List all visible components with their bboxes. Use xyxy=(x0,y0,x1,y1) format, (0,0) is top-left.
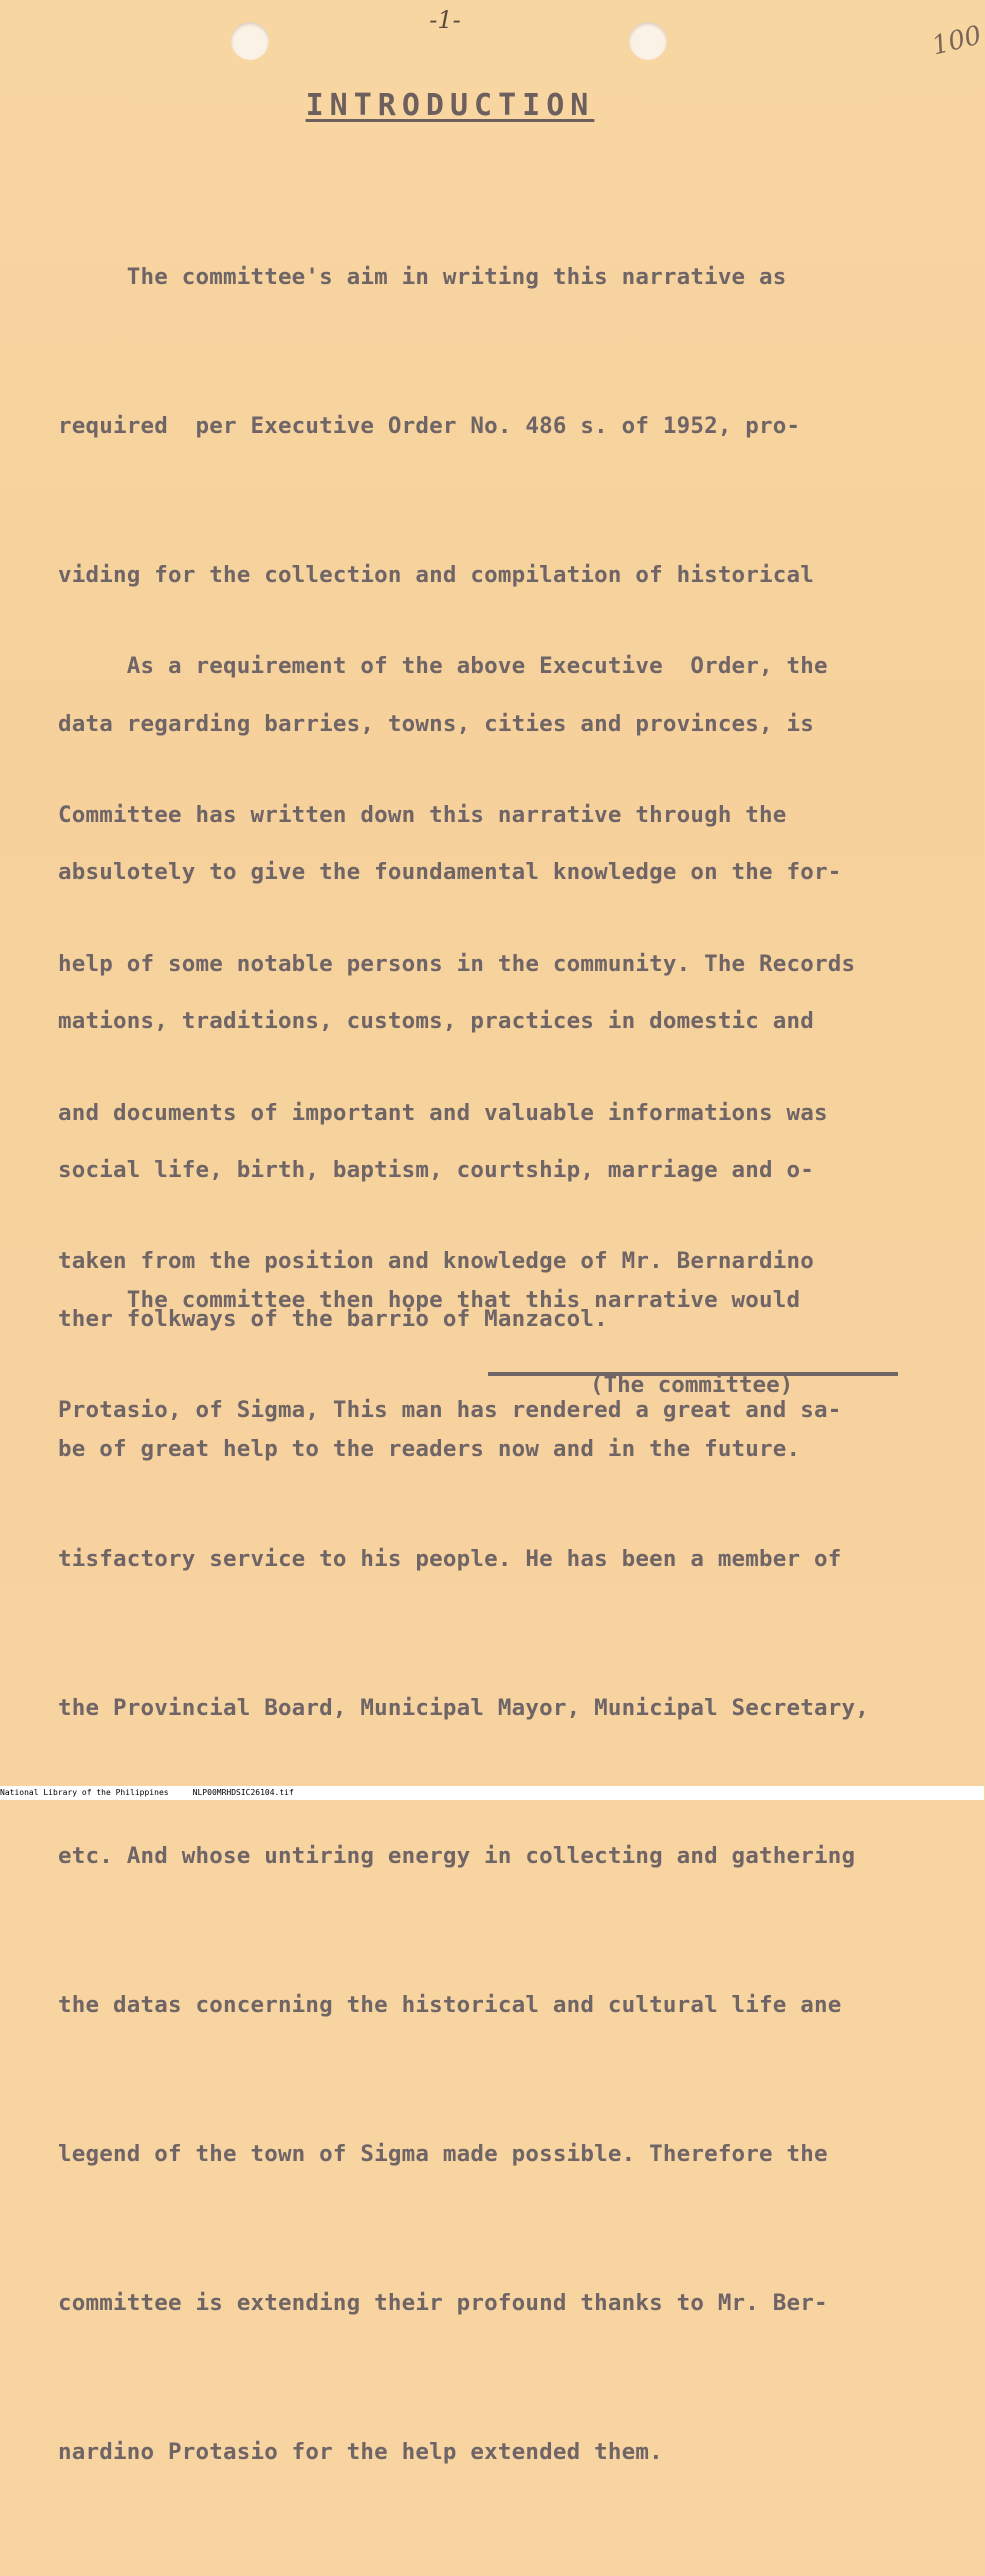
text-line: social life, birth, baptism, courtship, marriage and o- xyxy=(58,1156,815,1183)
text-line: The committee then hope that this narrative would xyxy=(58,1287,801,1314)
punch-hole-left xyxy=(231,22,269,60)
text-line: be of great help to the readers now and in the future. xyxy=(58,1435,801,1462)
text-line: data regarding barries, towns, cities and provinces, is xyxy=(58,710,815,737)
text-line: and documents of important and valuable informations was xyxy=(58,1099,828,1126)
text-line: committee is extending their profound thanks to Mr. Ber- xyxy=(58,2289,828,2316)
text-line: nardino Protasio for the help extended them. xyxy=(58,2438,663,2465)
footer-file: NLP00MRHDSIC26104.tif xyxy=(192,1788,294,1797)
page-number: -1- xyxy=(429,6,461,34)
scan-footer xyxy=(0,1786,984,1800)
text-line: viding for the collection and compilation of historical xyxy=(58,561,815,588)
text-line: tisfactory service to his people. He has been a member of xyxy=(58,1545,842,1572)
punch-hole-right xyxy=(629,22,667,60)
page-title: INTRODUCTION xyxy=(305,88,595,123)
footer-library: National Library of the Philippines xyxy=(0,1788,169,1797)
text-line: Committee has written down this narrative through the xyxy=(58,801,787,828)
text-line: the Provincial Board, Municipal Mayor, Municipal Secretary, xyxy=(58,1694,870,1721)
text-line: Protasio, of Sigma, This man has rendered a great and sa- xyxy=(58,1397,842,1424)
text-line: ther folkways of the barrio of Manzacol. xyxy=(58,1305,608,1332)
text-line: the datas concerning the historical and cultural life ane xyxy=(58,1992,842,2019)
archive-mark: 100 xyxy=(929,20,985,62)
text-line: The committee's aim in writing this narrative as xyxy=(58,264,787,291)
text-line: legend of the town of Sigma made possible. Therefore the xyxy=(58,2141,828,2167)
text-line: required per Executive Order No. 486 s. of 1952, pro- xyxy=(58,412,801,439)
text-line: taken from the position and knowledge of Mr. Bernardino xyxy=(58,1248,815,1275)
signature: (The committee) xyxy=(590,1372,794,1398)
text-line: As a requirement of the above Executive Order, the xyxy=(58,653,828,680)
text-line: mations, traditions, customs, practices in domestic and xyxy=(58,1008,815,1035)
text-line: absulotely to give the foundamental knowledge on the for- xyxy=(58,859,842,886)
text-line: help of some notable persons in the community. The Records xyxy=(58,950,856,977)
text-line: etc. And whose untiring energy in collecting and gathering xyxy=(58,1843,856,1870)
